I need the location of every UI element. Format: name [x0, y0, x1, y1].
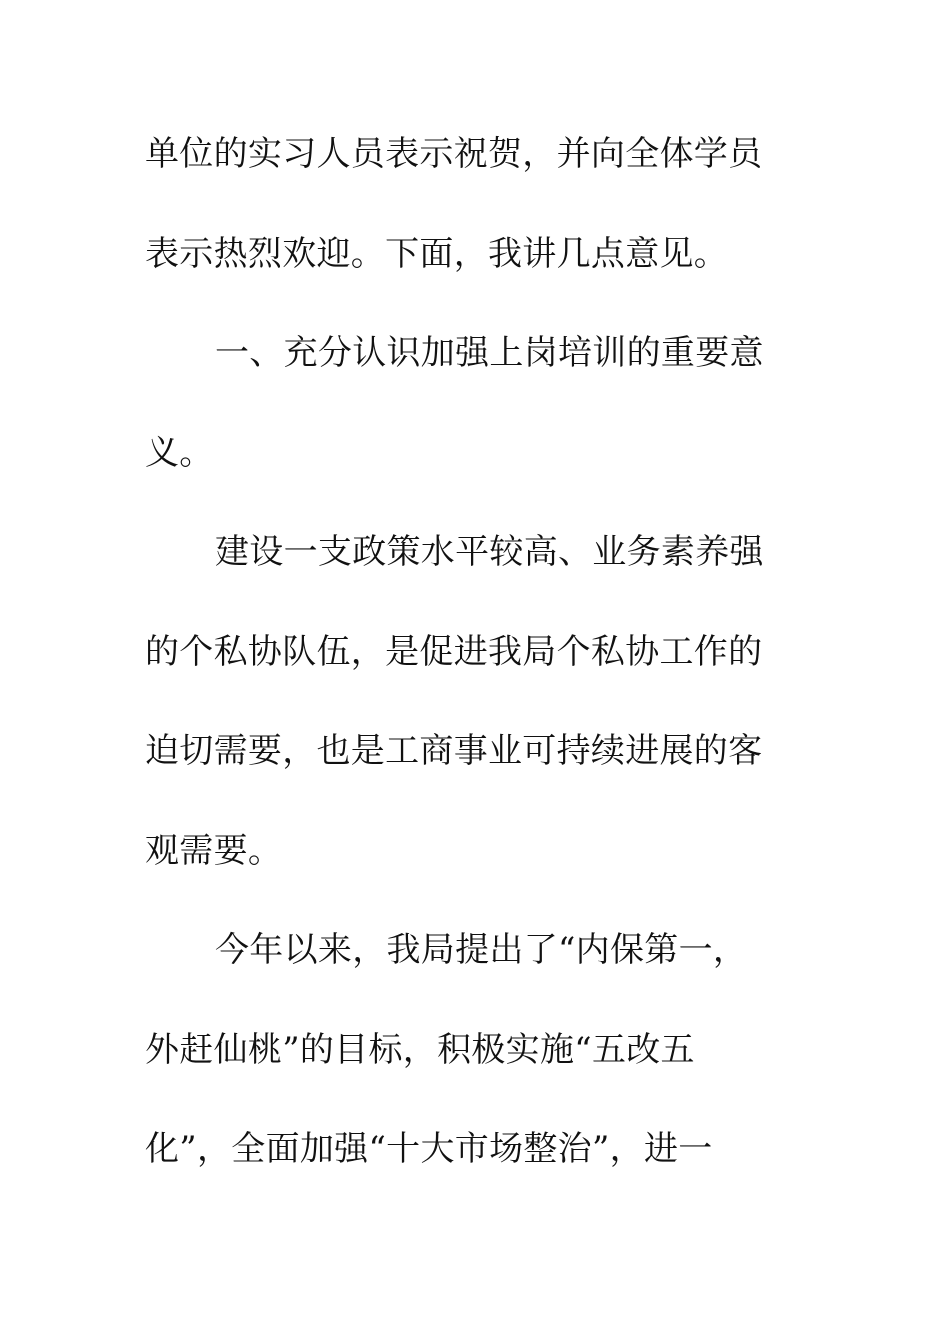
text-line: 迫切需要，也是工商事业可持续进展的客	[145, 731, 763, 771]
text-line: 外赶仙桃”的目标，积极实施“五改五	[145, 1029, 695, 1070]
section-heading: 一、充分认识加强上岗培训的重要意	[215, 333, 764, 373]
text-line: 单位的实习人员表示祝贺，并向全体学员	[145, 134, 763, 174]
body-text	[145, 122, 785, 1217]
section-heading-continued: 义。	[145, 432, 214, 473]
text-line: 观需要。	[145, 830, 283, 871]
text-line: 化”，全面加强“十大市场整治”，进一	[145, 1129, 713, 1169]
text-line: 的个私协队伍，是促进我局个私协工作的	[145, 631, 763, 672]
paragraph-start: 建设一支政策水平较高、业务素养强	[215, 532, 764, 572]
paragraph-start: 今年以来，我局提出了“内保第一，	[215, 930, 748, 970]
text-line: 表示热烈欢迎。下面，我讲几点意见。	[145, 233, 729, 274]
